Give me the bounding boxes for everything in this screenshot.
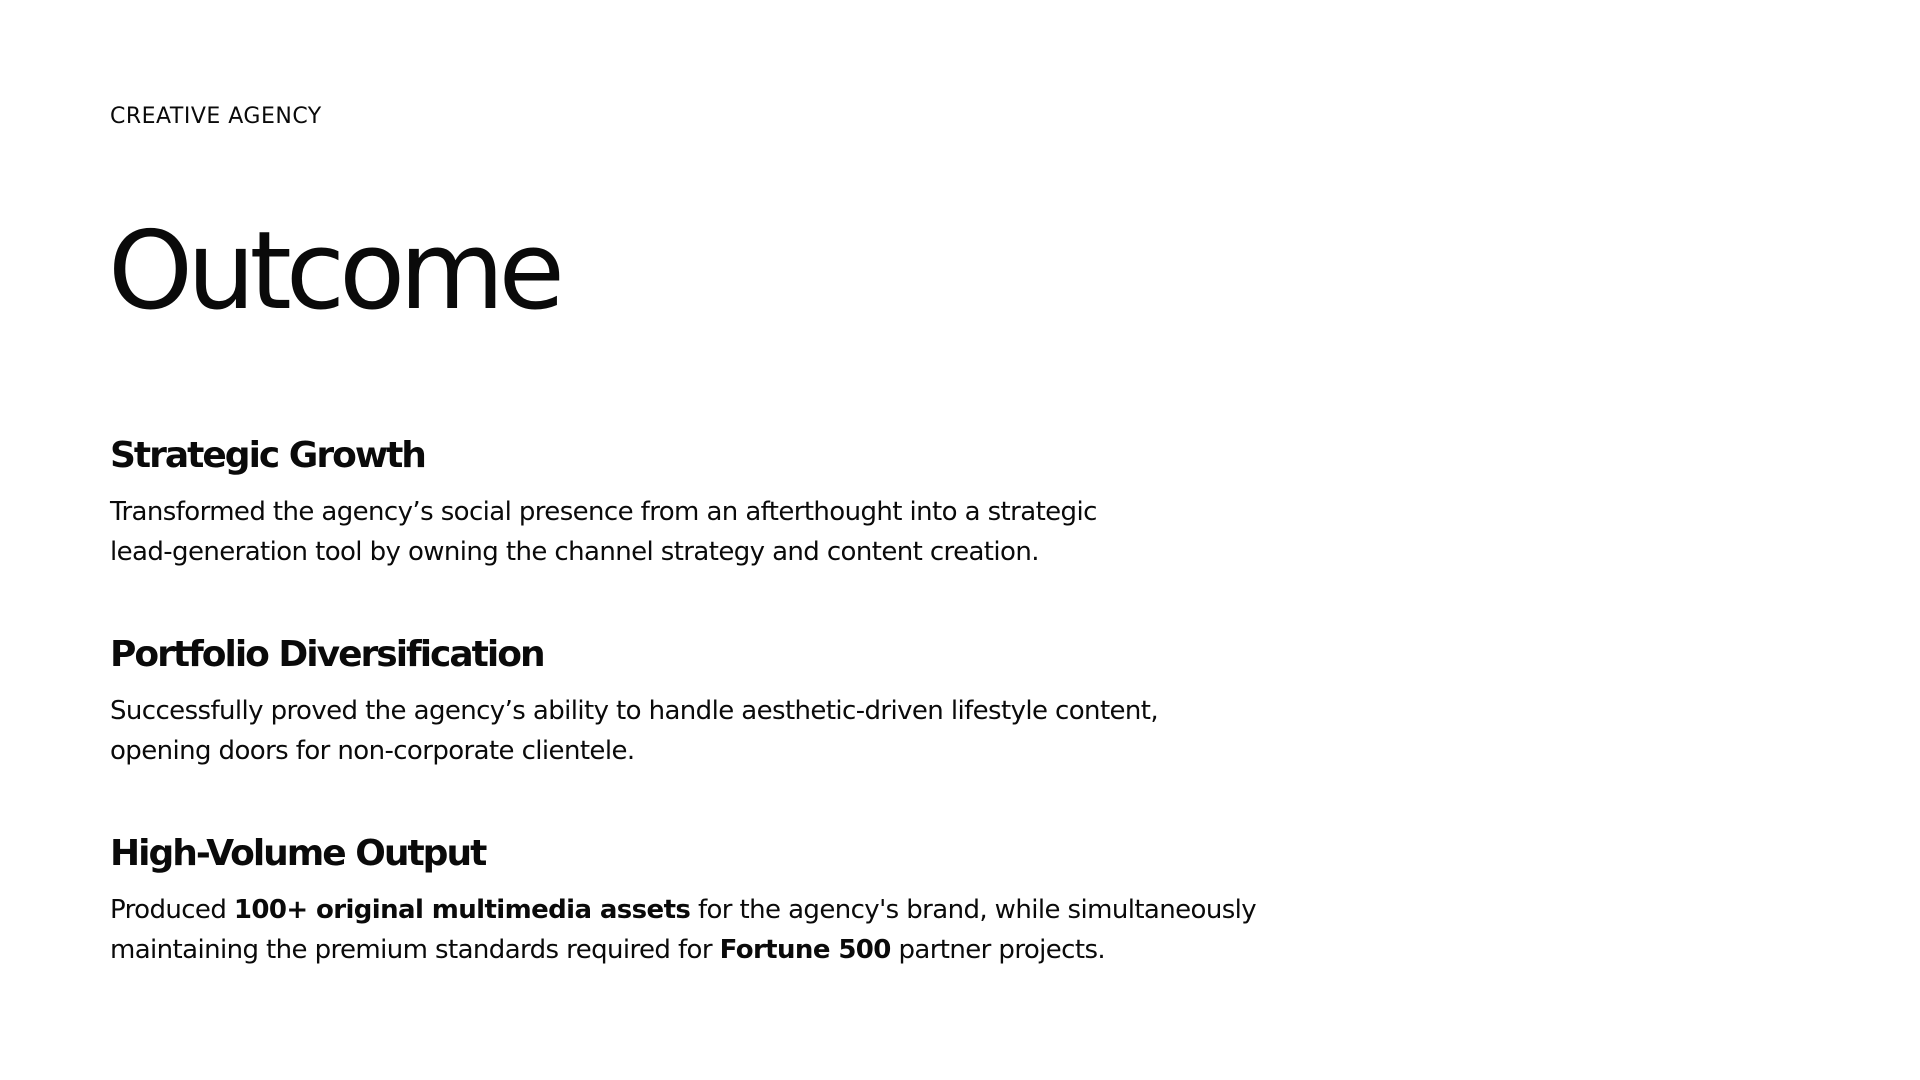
section-heading: High-Volume Output	[110, 833, 486, 874]
body-text: for the agency's brand, while simultaneously	[690, 895, 1257, 925]
section-body	[110, 492, 1260, 572]
eyebrow-label: CREATIVE AGENCY	[110, 104, 322, 129]
section-body	[110, 691, 1260, 771]
body-text: partner projects.	[890, 935, 1106, 965]
body-line: Transformed the agency’s social presence from an afterthought into a strategic	[110, 497, 1097, 527]
body-text: Produced	[110, 895, 234, 925]
body-emphasis: Fortune 500	[719, 935, 891, 965]
body-line: opening doors for non-corporate clientele.	[110, 736, 635, 766]
outcome-section-portfolio-diversification	[110, 634, 1260, 771]
body-line: Successfully proved the agency’s ability to handle aesthetic-driven lifestyle content,	[110, 696, 1159, 726]
body-line	[110, 930, 1260, 970]
body-emphasis: 100+ original multimedia assets	[233, 895, 691, 925]
body-line: lead-generation tool by owning the channel strategy and content creation.	[110, 537, 1039, 567]
body-text: maintaining the premium standards required for	[110, 935, 720, 965]
section-heading: Portfolio Diversification	[110, 634, 544, 675]
section-body	[110, 890, 1260, 970]
body-line	[110, 890, 1260, 930]
outcome-section-high-volume-output	[110, 833, 1260, 970]
outcome-section-strategic-growth	[110, 435, 1260, 572]
page-title: Outcome	[108, 209, 559, 334]
section-heading: Strategic Growth	[110, 435, 425, 476]
